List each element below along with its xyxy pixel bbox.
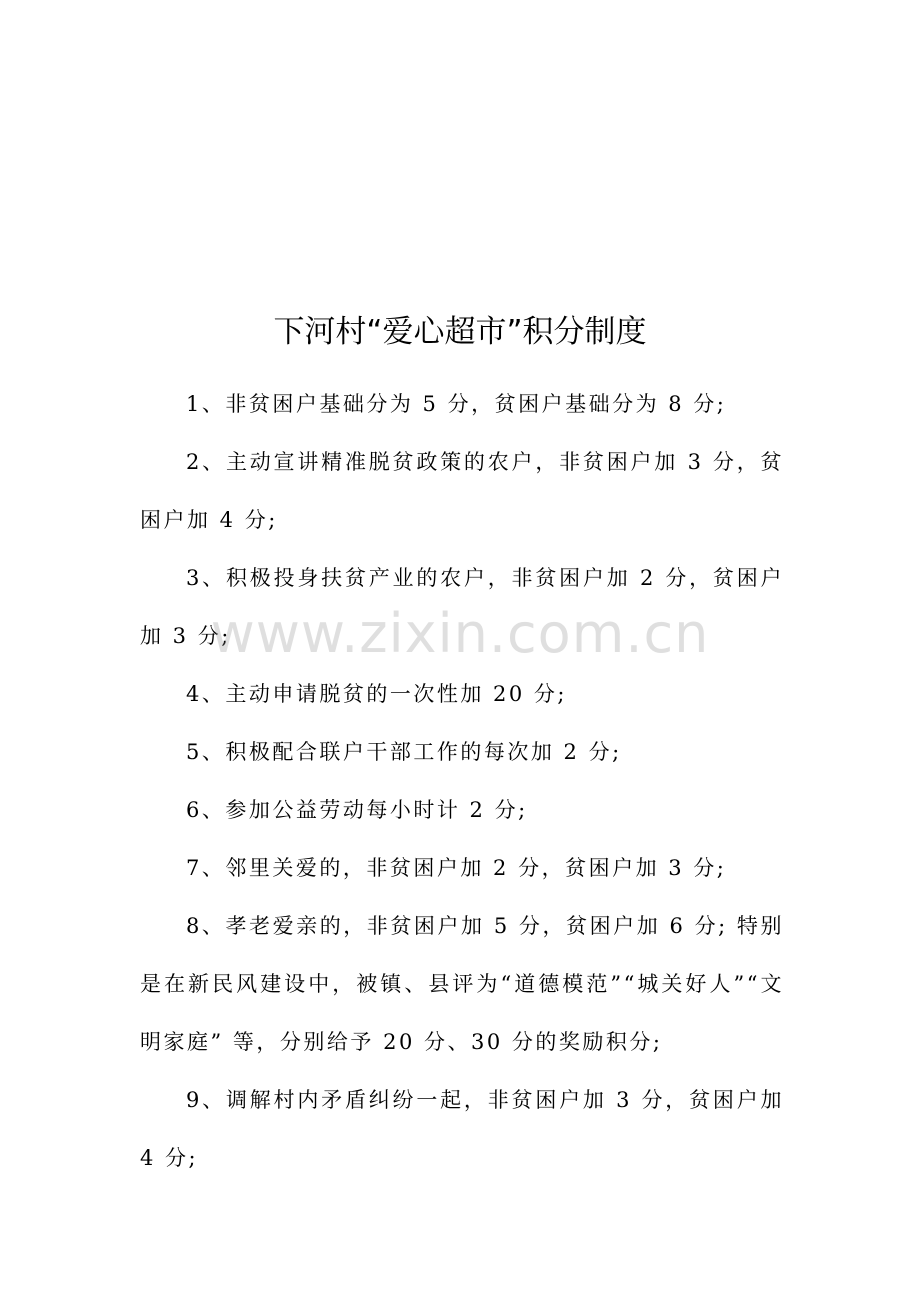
rule-item-3: 3、积极投身扶贫产业的农户，非贫困户加 2 分，贫困户加 3 分; xyxy=(140,566,784,648)
rule-item-4: 4、主动申请脱贫的一次性加 20 分; xyxy=(186,682,568,706)
document-body xyxy=(140,375,784,1187)
rule-item-8: 8、孝老爱亲的，非贫困户加 5 分，贫困户加 6 分; 特别是在新民风建设中，被镇、县评为“道德模范”“城关好人”“文明家庭” 等，分别给予 20 分、30 分的奖励积分; xyxy=(140,914,784,1054)
rule-item-5: 5、积极配合联户干部工作的每次加 2 分; xyxy=(186,740,622,764)
rule-item-9: 9、调解村内矛盾纠纷一起，非贫困户加 3 分，贫困户加 4 分; xyxy=(140,1088,784,1170)
rule-item-1: 1、非贫困户基础分为 5 分，贫困户基础分为 8 分; xyxy=(186,392,727,416)
document-title: 下河村“爱心超市”积分制度 xyxy=(273,314,647,350)
rule-item-6: 6、参加公益劳动每小时计 2 分; xyxy=(186,798,528,822)
rule-item-7: 7、邻里关爱的，非贫困户加 2 分，贫困户加 3 分; xyxy=(186,856,727,880)
rule-item-2: 2、主动宣讲精准脱贫政策的农户，非贫困户加 3 分，贫困户加 4 分; xyxy=(140,450,784,532)
watermark: www.zixin.com.cn xyxy=(210,602,710,665)
